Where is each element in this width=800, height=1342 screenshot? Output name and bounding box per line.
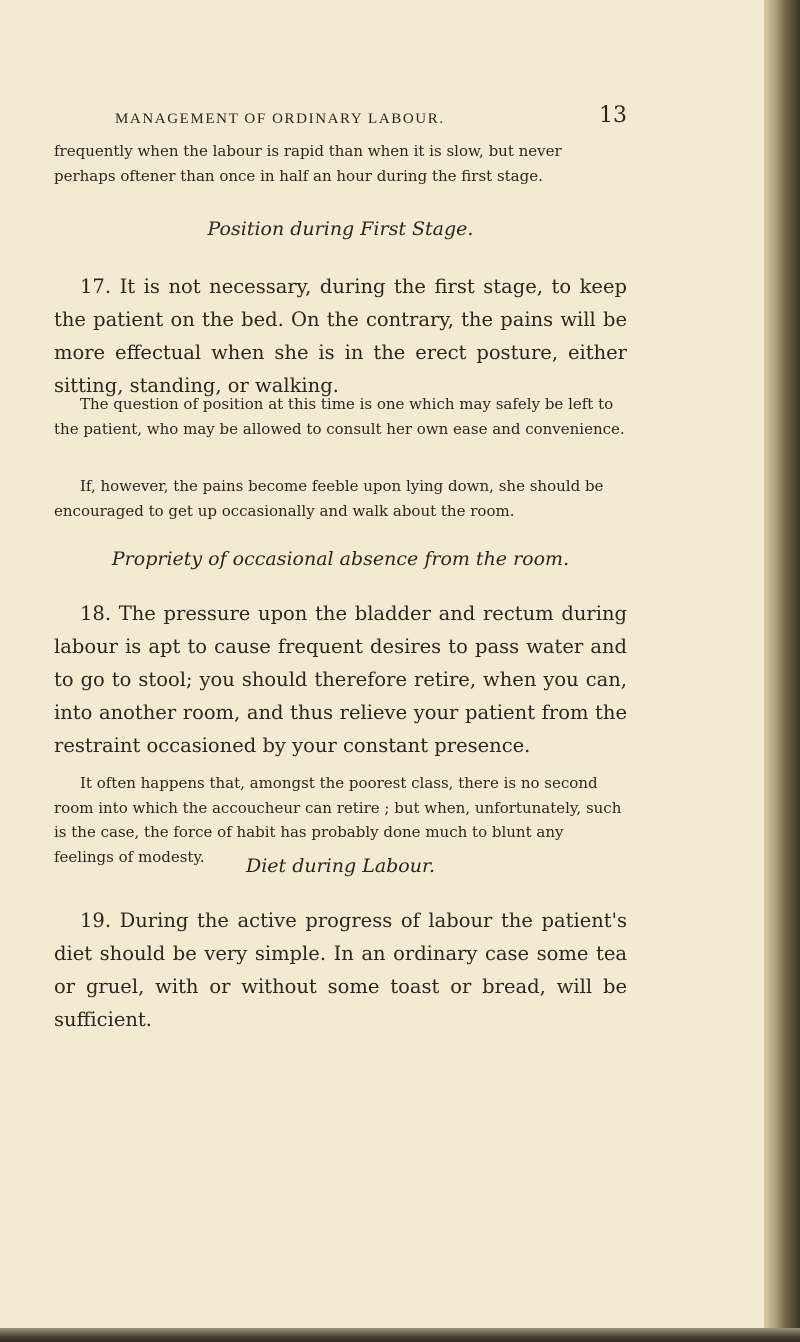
- book-binding-edge: [764, 0, 800, 1342]
- paragraph-19: 19. During the active progress of labour the patient's diet should be very simple. In an ordinary case some tea or gruel, with or without some toast or bread, will be sufficient.: [54, 909, 627, 1031]
- page-number: 13: [599, 103, 627, 128]
- paragraph-17: 17. It is not necessary, during the first stage, to keep the patient on the bed. On the contrary, the pains will be more effectual when she is in the erect posture, either sitting, standing, or walking.: [54, 275, 627, 397]
- note-poorest-class: It often happens that, amongst the poorest class, there is no second room into which the accoucheur can retire ; but when, unfortunately, such is the case, the force of habit has probably done much to blunt any feelings of modesty.: [54, 774, 622, 866]
- note-feeble-pains: If, however, the pains become feeble upon lying down, she should be encouraged to get up occasionally and walk about the room.: [54, 477, 604, 520]
- heading-diet-during-labour: Diet during Labour.: [245, 855, 436, 877]
- paragraph-continuation: frequently when the labour is rapid than when it is slow, but never perhaps oftener than once in half an hour during the first stage.: [54, 142, 562, 185]
- running-head: MANAGEMENT OF ORDINARY LABOUR.: [115, 111, 445, 127]
- note-position-question: The question of position at this time is one which may safely be left to the patient, who may be allowed to consult her own ease and convenience.: [54, 395, 625, 438]
- page-bottom-edge: [0, 1328, 800, 1342]
- page-header: [115, 103, 627, 135]
- heading-propriety-absence: Propriety of occasional absence from the room.: [111, 548, 570, 570]
- heading-position-first-stage: Position during First Stage.: [207, 218, 474, 240]
- paragraph-18: 18. The pressure upon the bladder and rectum during labour is apt to cause frequent desires to pass water and to go to stool; you should therefore retire, when you can, into another room, and thus relieve your patient from the restraint occasioned by your constant presence.: [54, 602, 627, 757]
